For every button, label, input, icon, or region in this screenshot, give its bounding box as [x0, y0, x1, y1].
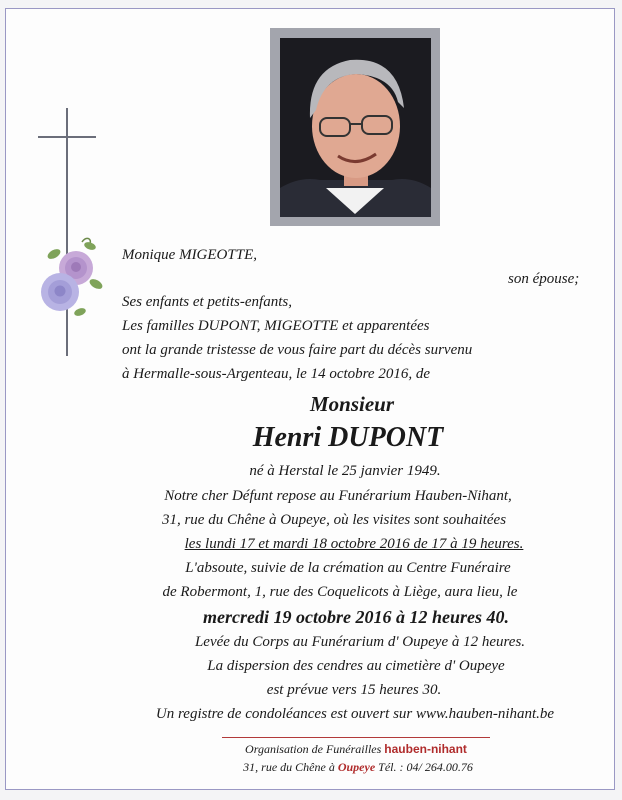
footer-organisation — [245, 742, 467, 757]
ceremony-date: mercredi 19 octobre 2016 à 12 heures 40. — [203, 607, 509, 627]
honorific-title: Monsieur — [309, 392, 395, 416]
family-line: ont la grande tristesse de vous faire part du décès survenu — [122, 342, 473, 358]
detail-line: de Robermont, 1, rue des Coquelicots à Liège, aura lieu, le — [162, 584, 518, 600]
after-line: est prévue vers 15 heures 30. — [266, 682, 442, 698]
family-line: Les familles DUPONT, MIGEOTTE et apparentées — [122, 318, 430, 334]
after-line: La dispersion des cendres au cimetière d' Oupeye — [207, 658, 505, 674]
portrait-photo — [280, 38, 431, 217]
cross-vertical — [66, 108, 68, 356]
condolence-register: Un registre de condoléances est ouvert sur www.hauben-nihant.be — [155, 706, 555, 722]
detail-line: Notre cher Défunt repose au Funérarium Hauben-Nihant, — [164, 488, 512, 504]
address-prefix: 31, rue du Chêne à — [243, 760, 335, 774]
address-city: Oupeye — [337, 760, 376, 774]
detail-line: né à Herstal le 25 janvier 1949. — [249, 463, 441, 479]
spouse-role: son épouse; — [508, 271, 580, 287]
roses-illustration — [34, 234, 106, 318]
footer-address — [243, 760, 473, 775]
detail-line: L'absoute, suivie de la crémation au Centre Funéraire — [185, 560, 511, 576]
spouse-name: Monique MIGEOTTE, — [122, 247, 257, 263]
brand-name: hauben-nihant — [384, 742, 467, 756]
deceased-name: Henri DUPONT — [252, 422, 444, 453]
footer-divider — [222, 737, 490, 738]
cross-horizontal — [38, 136, 96, 138]
detail-line: 31, rue du Chêne à Oupeye, où les visites sont souhaitées — [161, 512, 507, 528]
phone-number: Tél. : 04/ 264.00.76 — [378, 760, 473, 774]
after-line: Levée du Corps au Funérarium d' Oupeye à 12 heures. — [194, 634, 526, 650]
visiting-hours: les lundi 17 et mardi 18 octobre 2016 de 17 à 19 heures. — [184, 536, 524, 552]
family-line: Ses enfants et petits-enfants, — [122, 294, 292, 310]
family-line: à Hermalle-sous-Argenteau, le 14 octobre 2016, de — [122, 366, 430, 382]
portrait-frame — [270, 28, 440, 226]
org-prefix: Organisation de Funérailles — [245, 742, 382, 756]
